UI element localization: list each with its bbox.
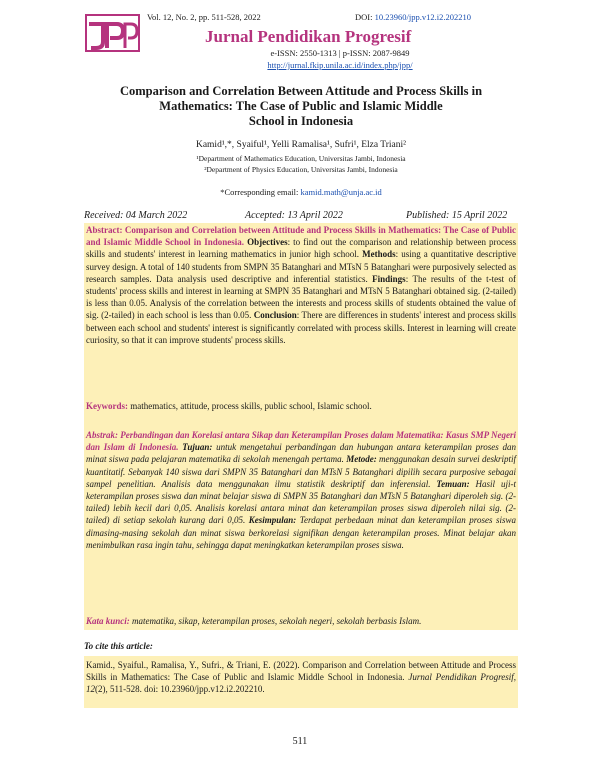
conclusion-text: : There are differences in students' interest and process skills between each school and students' interest is significantly correlated with process skills. Interest in learning will create curiosity, so that it can improve students' process skills. (86, 310, 516, 345)
doi (355, 12, 471, 22)
keywords-english (86, 400, 516, 412)
abstract-english (86, 224, 516, 346)
citation-heading: To cite this article: (84, 641, 153, 651)
temuan-text: Hasil uji-t keterampilan proses siswa dan minat belajar siswa di SMPN 35 Batanghari dan MTsN 5 Batanghari diperoleh sig. (2-tailed) lebih kecil dari 0,05. Analisis korelasi antara minat dan keterampilan proses siswa diperoleh nilai sig. (2-tailed) di setiap sekolah kurang dari 0,05. (86, 478, 516, 526)
jpp-logo-icon (85, 12, 140, 54)
metode-label: Metode: (346, 454, 377, 465)
doi-label: DOI: (355, 12, 375, 22)
abstrak-heading: Abstrak: Perbandingan dan Korelasi antara Sikap dan Keterampilan Proses dalam Matematika: Kasus SMP Negeri dan Islam di Indonesia. (86, 430, 516, 453)
keywords-label: Keywords: (86, 401, 128, 411)
abstract-indonesian (86, 429, 516, 551)
doi-link[interactable]: 10.23960/jpp.v12.i2.202210 (374, 12, 471, 22)
citation-part-2: (2), 511-528. doi: 10.23960/jpp.v12.i2.202210. (95, 684, 265, 695)
objectives-text: : to find out the comparison and relationship between process skills and students' interest in learning mathematics in junior high school. (86, 237, 517, 260)
title-line-1: Comparison and Correlation Between Attitude and Process Skills in (119, 84, 483, 98)
kata-kunci-label: Kata kunci: (86, 616, 130, 626)
methods-label: Methods (362, 249, 396, 260)
issn: e-ISSN: 2550-1313 | p-ISSN: 2087-9849 (270, 48, 410, 58)
title-line-3: School in Indonesia (248, 114, 354, 128)
corr-email-link[interactable]: kamid.math@unja.ac.id (300, 187, 382, 197)
received-date: Received: 04 March 2022 (84, 210, 188, 221)
tujuan-text: untuk mengetahui perbandingan dan hubungan antara keterampilan proses dan minat siswa pada pelajaran matematika di sekolah menengah pertama. (86, 442, 517, 465)
methods-text: : using a quantitative descriptive survey design. A total of 140 students from SMPN 35 Batanghari and MTsN 5 Batanghari were purposively selected as research samples. Data analysis used descriptive and inferential statistics. (86, 249, 516, 284)
article-title (84, 84, 518, 129)
findings-label: Findings (372, 273, 406, 284)
conclusion-label: Conclusion (253, 310, 297, 321)
accepted-date: Accepted: 13 April 2022 (245, 210, 343, 221)
page-number: 511 (292, 736, 308, 747)
title-line-2: Mathematics: The Case of Public and Islamic Middle (159, 99, 443, 113)
keywords-text: mathematics, attitude, process skills, public school, Islamic school. (128, 401, 372, 411)
journal-title: Jurnal Pendidikan Progresif (205, 27, 412, 46)
citation-journal: Jurnal Pendidikan Progresif, 12 (86, 672, 516, 695)
citation-text (86, 659, 516, 696)
affiliation-1: ¹Department of Mathematics Education, Universitas Jambi, Indonesia (196, 154, 406, 163)
findings-text: : The results of the t-test of students' process skills and interest in learning at SMPN 35 Batanghari and MTsN 5 Batanghari obtained sig. (2-tailed) is less than 0.05. Analysis of the correlation between the interests and process skills of students obtained the value of sig. (2-tailed) in each school is less than 0.05. (86, 273, 517, 321)
kesimpulan-text: Terdapat perbedaan minat dan keterampilan proses siswa dimasing-masing sekolah dan minat siswa berkorelasi signifikan dengan keterampilan proses. Minat belajar akan menimbulkan rasa ingin tahu, sehingga dapat meningkatkan keterampilan proses siswa. (86, 515, 517, 550)
journal-url[interactable]: http://jurnal.fkip.unila.ac.id/index.php/jpp/ (267, 60, 413, 70)
tujuan-label: Tujuan: (182, 442, 213, 453)
published-date: Published: 15 April 2022 (406, 210, 508, 221)
kata-kunci-text: matematika, sikap, keterampilan proses, sekolah negeri, sekolah berbasis Islam. (129, 616, 422, 626)
authors: Kamid¹,*, Syaiful¹, Yelli Ramalisa¹, Sufri¹, Elza Triani² (195, 140, 407, 150)
corr-label: *Corresponding email: (220, 187, 301, 197)
keywords-indonesian (86, 615, 516, 627)
corresponding-email (84, 187, 518, 197)
temuan-label: Temuan: (436, 478, 470, 489)
metode-text: menggunakan desain survei deskriptif kuantitatif. Sebanyak 140 siswa dari SMPN 35 Batanghari dan MTsN 5 Batanghari dipilih secara purposive sebagai sampel penelitian. Analisis data menggunakan ilmu statistik deskriptif dan inferensial. (86, 454, 517, 489)
kesimpulan-label: Kesimpulan: (248, 515, 297, 526)
volume-info: Vol. 12, No. 2, pp. 511-528, 2022 (147, 12, 261, 22)
affiliation-2: ²Department of Physics Education, Universitas Jambi, Indonesia (204, 165, 398, 174)
citation-part-1: Kamid., Syaiful., Ramalisa, Y., Sufri., & Triani, E. (2022). Comparison and Correlation between Attitude and Process Skills in Mathematics: The Case of Public and Islamic Middle School in Indonesia. (86, 660, 516, 683)
abstract-heading: Abstract: Comparison and Correlation between Attitude and Process Skills in Mathematics: The Case of Public and Islamic Middle School in Indonesia. (86, 225, 516, 248)
objectives-label: Objectives (247, 237, 288, 248)
